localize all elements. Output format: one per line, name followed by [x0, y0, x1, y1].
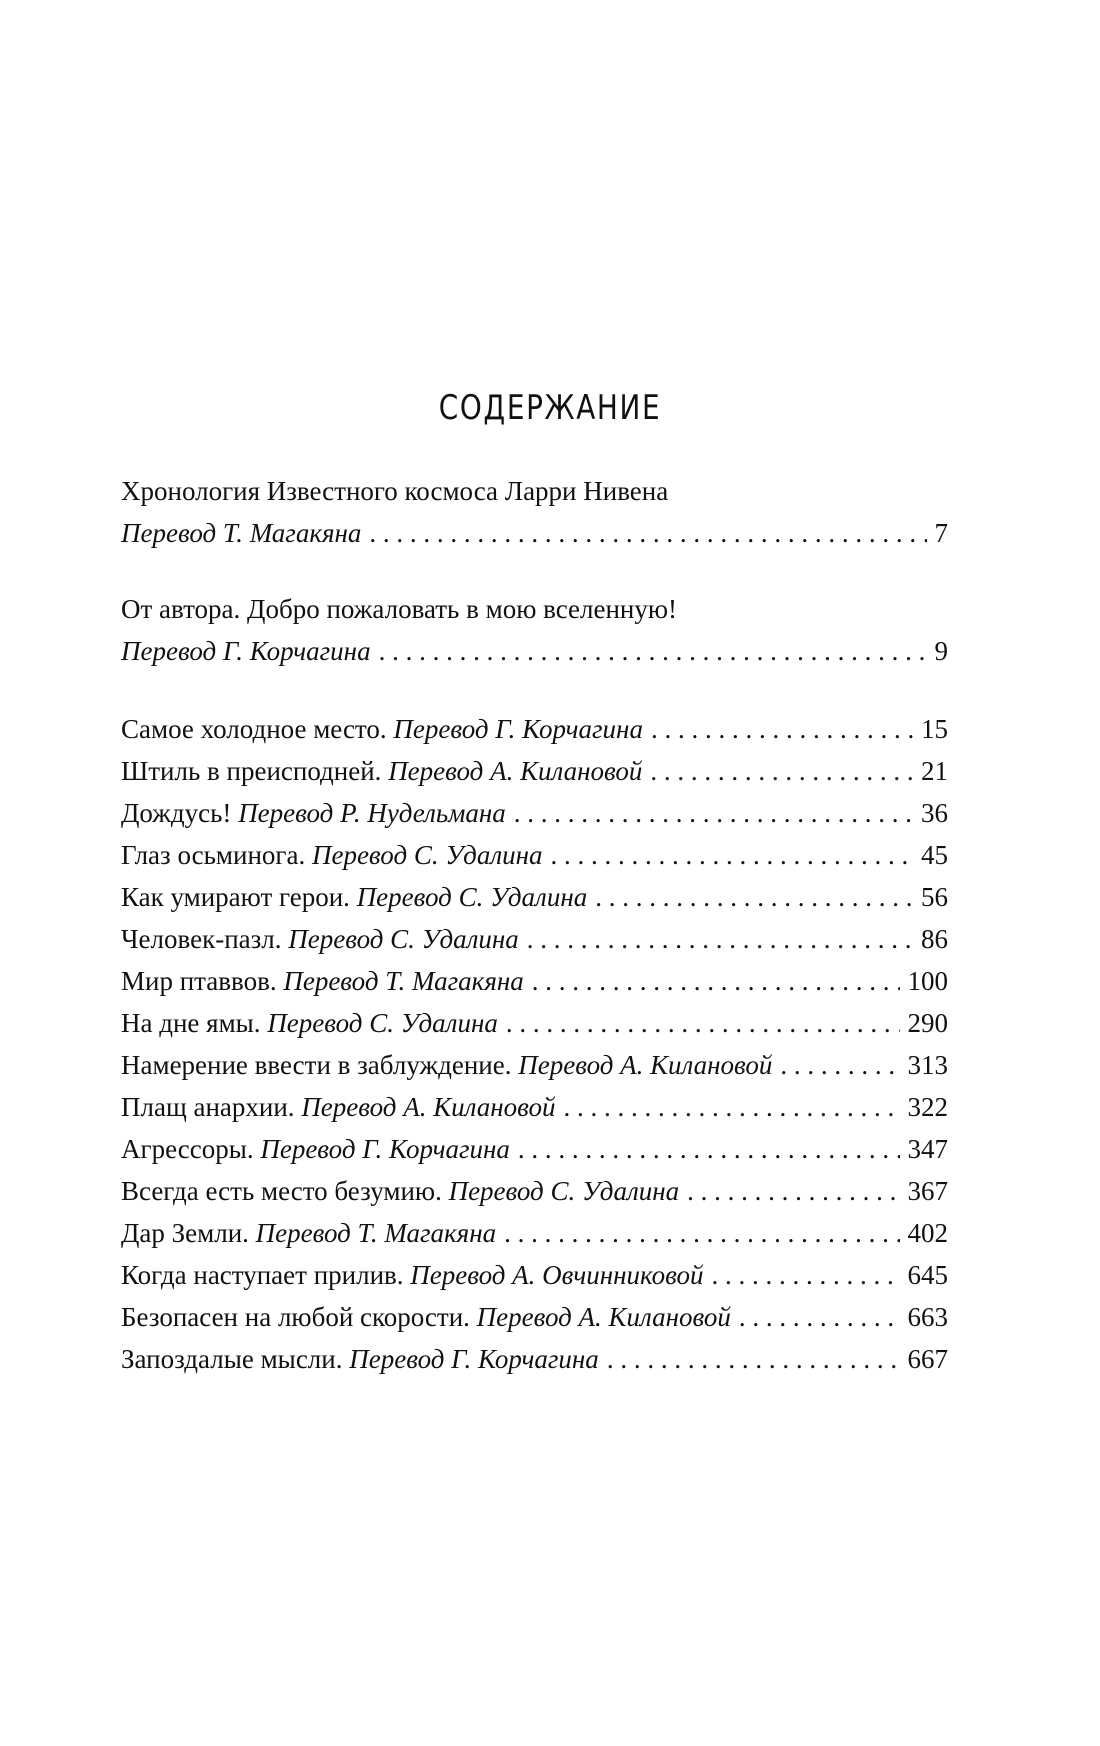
toc-entry[interactable]	[121, 918, 948, 960]
dot-leader	[379, 630, 927, 672]
dot-leader	[739, 1296, 900, 1338]
toc-page-number: 663	[907, 1302, 948, 1332]
toc-entry-title: Самое холодное место.	[121, 714, 387, 744]
toc-entry[interactable]	[121, 960, 948, 1002]
dot-leader	[551, 834, 914, 876]
toc-translator: Перевод С. Удалина	[288, 924, 519, 954]
toc-translator: Перевод А. Килановой	[388, 756, 643, 786]
toc-page-number: 290	[907, 1008, 948, 1038]
dot-leader	[595, 876, 913, 918]
toc-translator: Перевод А. Килановой	[301, 1092, 556, 1122]
toc-translator: Перевод С. Удалина	[267, 1008, 498, 1038]
toc-entry-title: Запоздалые мысли.	[121, 1344, 343, 1374]
toc-page-number: 313	[907, 1050, 948, 1080]
toc-page-number: 45	[921, 840, 948, 870]
toc-entry-title: Когда наступает прилив.	[121, 1260, 404, 1290]
dot-leader	[607, 1338, 900, 1380]
dot-leader	[651, 708, 913, 750]
toc-translator: Перевод Т. Магакяна	[121, 518, 362, 548]
toc-page-number: 402	[907, 1218, 948, 1248]
dot-leader	[687, 1170, 899, 1212]
dot-leader	[518, 1128, 900, 1170]
toc-page-number: 9	[934, 636, 948, 666]
toc-page-number: 86	[921, 924, 948, 954]
dot-leader	[527, 918, 913, 960]
toc-entry-label	[121, 1338, 599, 1380]
toc-entry[interactable]	[121, 750, 948, 792]
dot-leader	[506, 1002, 900, 1044]
toc-entry-label	[121, 1296, 731, 1338]
dot-leader	[780, 1044, 899, 1086]
toc-entry-title: Всегда есть место безумию.	[121, 1176, 442, 1206]
toc-entry-label	[121, 1254, 704, 1296]
toc-entry[interactable]	[121, 708, 948, 750]
toc-entry[interactable]	[121, 1338, 948, 1380]
toc-entry-title: Глаз осьминога.	[121, 840, 306, 870]
toc-entry-label	[121, 876, 587, 918]
toc-entry[interactable]	[121, 1002, 948, 1044]
table-of-contents	[121, 470, 948, 1380]
toc-translator: Перевод С. Удалина	[356, 882, 588, 912]
toc-entry[interactable]	[121, 1086, 948, 1128]
toc-entry-title: Агрессоры.	[121, 1134, 254, 1164]
toc-entry-title: Как умирают герои.	[121, 882, 350, 912]
toc-front-line[interactable]	[121, 630, 948, 672]
toc-page-number: 347	[907, 1134, 948, 1164]
spacer	[121, 554, 948, 588]
toc-translator: Перевод С. Удалина	[311, 840, 543, 870]
toc-translator: Перевод Г. Корчагина	[393, 714, 643, 744]
toc-page-number: 56	[921, 882, 948, 912]
toc-entry[interactable]	[121, 876, 948, 918]
toc-entry-label	[121, 918, 519, 960]
toc-translator: Перевод А. Килановой	[476, 1302, 731, 1332]
toc-translator: Перевод Т. Магакяна	[283, 966, 524, 996]
toc-entry[interactable]	[121, 1254, 948, 1296]
toc-entry[interactable]	[121, 1044, 948, 1086]
toc-entry-label	[121, 1044, 772, 1086]
dot-leader	[514, 792, 913, 834]
toc-entry-label	[121, 1002, 498, 1044]
toc-entry-label	[121, 834, 543, 876]
toc-page-number: 667	[907, 1344, 948, 1374]
dot-leader	[504, 1212, 899, 1254]
toc-page-number: 21	[921, 756, 948, 786]
toc-entry-label	[121, 792, 506, 834]
toc-entry[interactable]	[121, 792, 948, 834]
toc-translator: Перевод Г. Корчагина	[121, 636, 371, 666]
toc-front-line[interactable]	[121, 512, 948, 554]
toc-translator: Перевод Р. Нудельмана	[238, 798, 506, 828]
toc-entry-label	[121, 1170, 679, 1212]
toc-page-number: 100	[907, 966, 948, 996]
toc-page-number: 367	[907, 1176, 948, 1206]
toc-page-number: 645	[907, 1260, 948, 1290]
toc-entry-title: На дне ямы.	[121, 1008, 261, 1038]
dot-leader	[532, 960, 900, 1002]
toc-entry-label	[121, 1086, 555, 1128]
toc-entry-title: Плащ анархии.	[121, 1092, 295, 1122]
toc-entry-title: Человек-пазл.	[121, 924, 282, 954]
toc-entry-label	[121, 1212, 496, 1254]
toc-entries	[121, 708, 948, 1380]
toc-page-number: 7	[934, 518, 948, 548]
toc-entry[interactable]	[121, 834, 948, 876]
toc-page-number: 322	[907, 1092, 948, 1122]
toc-entry[interactable]	[121, 1170, 948, 1212]
toc-entry-title: Безопасен на любой скорости.	[121, 1302, 470, 1332]
toc-entry[interactable]	[121, 1212, 948, 1254]
toc-front-title: От автора. Добро пожаловать в мою вселенную!	[121, 594, 678, 624]
toc-page-number: 36	[921, 798, 948, 828]
toc-entry[interactable]	[121, 1296, 948, 1338]
toc-translator: Перевод А. Овчинниковой	[410, 1260, 704, 1290]
toc-translator: Перевод С. Удалина	[448, 1176, 680, 1206]
toc-entry-title: Дождусь!	[121, 798, 232, 828]
page-title: СОДЕРЖАНИЕ	[438, 388, 662, 428]
toc-entry-title: Намерение ввести в заблуждение.	[121, 1050, 512, 1080]
toc-entry-title: Мир птаввов.	[121, 966, 277, 996]
toc-entry-label	[121, 708, 643, 750]
toc-entry-title: Штиль в преисподней.	[121, 756, 382, 786]
toc-entry[interactable]	[121, 1128, 948, 1170]
toc-entry-title: Дар Земли.	[121, 1218, 249, 1248]
toc-translator: Перевод Т. Магакяна	[255, 1218, 497, 1248]
spacer	[121, 672, 948, 708]
toc-translator: Перевод Г. Корчагина	[349, 1344, 599, 1374]
toc-front-title: Хронология Известного космоса Ларри Нивена	[121, 476, 669, 506]
dot-leader	[369, 512, 926, 554]
toc-entry-label	[121, 1128, 510, 1170]
dot-leader	[563, 1086, 899, 1128]
toc-entry-label	[121, 750, 642, 792]
toc-translator: Перевод Г. Корчагина	[260, 1134, 510, 1164]
toc-page-number: 15	[921, 714, 948, 744]
dot-leader	[650, 750, 913, 792]
dot-leader	[712, 1254, 900, 1296]
toc-translator: Перевод А. Килановой	[518, 1050, 773, 1080]
toc-entry-label	[121, 960, 524, 1002]
